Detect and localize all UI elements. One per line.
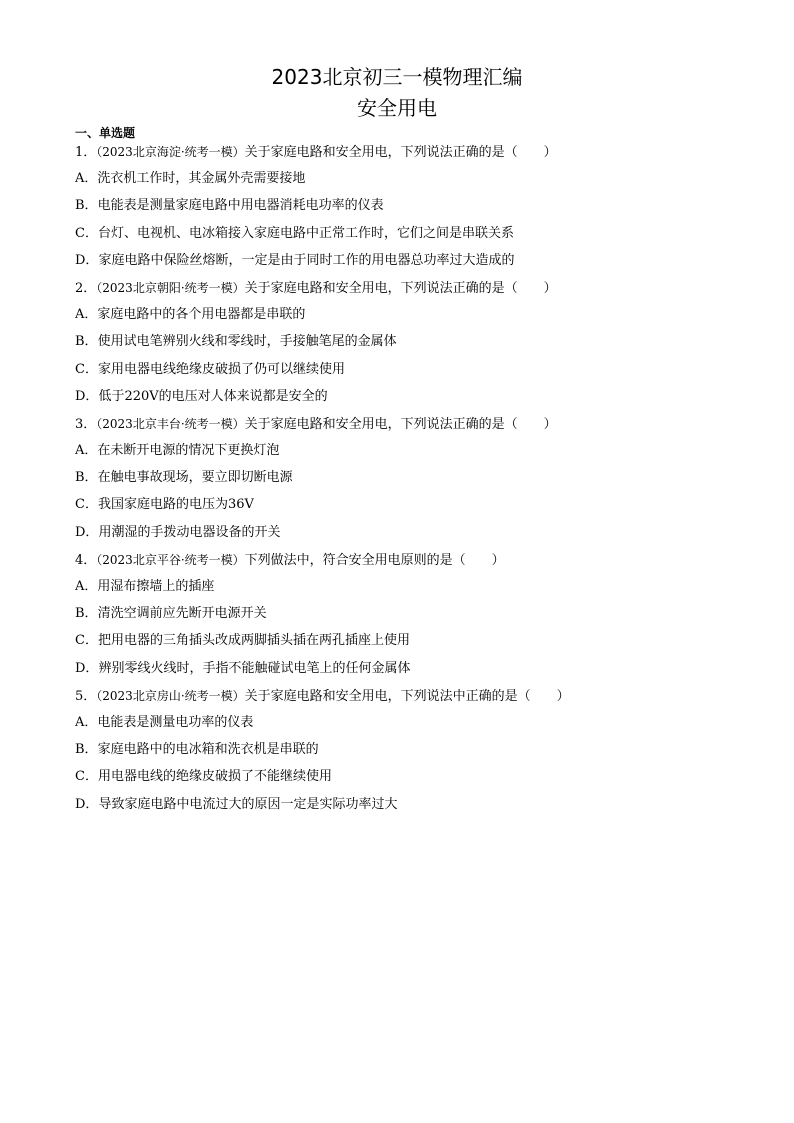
option-letter: A．: [75, 171, 98, 187]
option-letter: B．: [75, 198, 98, 214]
question-stem: [75, 140, 735, 167]
option-letter: A．: [75, 443, 98, 459]
question-number: 1．: [75, 145, 97, 160]
option-letter: C．: [75, 633, 98, 649]
option-b: [75, 194, 735, 221]
option-d: [75, 249, 735, 276]
option-letter: D．: [75, 388, 99, 404]
option-a: [75, 167, 735, 194]
option-c: [75, 358, 735, 385]
option-c: [75, 765, 735, 792]
option-c: [75, 629, 735, 656]
option-d: [75, 793, 735, 820]
option-letter: C．: [75, 361, 98, 377]
section-heading: 一、单选题: [75, 126, 136, 140]
question-text: 关于家庭电路和安全用电，下列说法中正确的是（ ）: [244, 688, 570, 704]
option-b: [75, 466, 735, 493]
option-letter: B．: [75, 742, 98, 758]
option-text: 低于220V的电压对人体来说都是安全的: [98, 388, 328, 404]
option-letter: A．: [75, 307, 98, 323]
question-text: 关于家庭电路和安全用电，下列说法正确的是（ ）: [244, 280, 557, 296]
option-c: [75, 493, 735, 520]
question-list: [75, 140, 735, 820]
question-source: （2023北京房山·统考一模）: [96, 688, 245, 703]
option-text: 辨别零线火线时，手指不能触碰试电笔上的任何金属体: [98, 660, 411, 676]
option-b: [75, 330, 735, 357]
option-text: 用电器电线的绝缘皮破损了不能继续使用: [97, 769, 332, 785]
document-subtitle: 安全用电: [357, 96, 437, 120]
option-text: 电能表是测量电功率的仪表: [97, 714, 254, 730]
option-text: 清洗空调前应先断开电源开关: [97, 606, 267, 622]
option-text: 使用试电笔辨别火线和零线时，手接触笔尾的金属体: [97, 334, 397, 350]
option-text: 洗衣机工作时，其金属外壳需要接地: [97, 171, 306, 187]
question-stem: [75, 548, 735, 575]
option-text: 家庭电路中保险丝熔断，一定是由于同时工作的用电器总功率过大造成的: [98, 252, 515, 268]
question-text: 下列做法中，符合安全用电原则的是（ ）: [244, 552, 505, 568]
option-d: [75, 657, 735, 684]
question-stem: [75, 412, 735, 439]
option-b: [75, 602, 735, 629]
option-letter: C．: [75, 225, 98, 241]
question-source: （2023北京丰台·统考一模）: [96, 416, 245, 431]
option-b: [75, 738, 735, 765]
option-d: [75, 521, 735, 548]
option-letter: A．: [75, 579, 98, 594]
option-text: 用湿布擦墙上的插座: [97, 579, 215, 594]
option-text: 在未断开电源的情况下更换灯泡: [97, 443, 280, 459]
option-text: 电能表是测量家庭电路中用电器消耗电功率的仪表: [97, 198, 384, 214]
option-a: [75, 439, 735, 466]
question-source: （2023北京平谷·统考一模）: [96, 552, 245, 567]
option-text: 家用电器电线绝缘皮破损了仍可以继续使用: [97, 361, 345, 377]
option-letter: C．: [75, 497, 98, 513]
option-letter: D．: [75, 796, 99, 812]
option-letter: D．: [75, 524, 99, 540]
option-letter: D．: [75, 252, 99, 268]
option-d: [75, 385, 735, 412]
option-text: 导致家庭电路中电流过大的原因一定是实际功率过大: [98, 796, 398, 812]
option-a: [75, 303, 735, 330]
question-text: 关于家庭电路和安全用电，下列说法正确的是（ ）: [244, 416, 557, 432]
option-c: [75, 222, 735, 249]
option-letter: B．: [75, 470, 98, 486]
question-number: 4．: [75, 552, 97, 568]
option-text: 我国家庭电路的电压为36V: [97, 497, 254, 513]
option-letter: D．: [75, 660, 99, 676]
option-a: [75, 711, 735, 738]
question-number: 5．: [75, 688, 97, 704]
question-number: 3．: [75, 416, 97, 432]
question-stem: [75, 276, 735, 303]
option-text: 把用电器的三角插头改成两脚插头插在两孔插座上使用: [97, 633, 410, 649]
question-source: （2023北京朝阳·统考一模）: [96, 280, 245, 295]
question-source: （2023北京海淀·统考一模）: [96, 145, 245, 159]
option-letter: C．: [75, 769, 98, 785]
question-stem: [75, 684, 735, 711]
question-number: 2．: [75, 280, 97, 296]
question-text: 关于家庭电路和安全用电，下列说法正确的是（ ）: [244, 145, 557, 160]
option-a: [75, 575, 735, 602]
document-title: 2023北京初三一模物理汇编: [271, 65, 523, 89]
option-text: 台灯、电视机、电冰箱接入家庭电路中正常工作时，它们之间是串联关系: [97, 225, 514, 241]
option-letter: A．: [75, 714, 98, 730]
option-text: 家庭电路中的各个用电器都是串联的: [97, 307, 306, 323]
option-text: 用潮湿的手拨动电器设备的开关: [98, 524, 281, 540]
option-letter: B．: [75, 334, 98, 350]
option-text: 家庭电路中的电冰箱和洗衣机是串联的: [97, 742, 319, 758]
option-letter: B．: [75, 606, 98, 622]
option-text: 在触电事故现场，要立即切断电源: [97, 470, 293, 486]
